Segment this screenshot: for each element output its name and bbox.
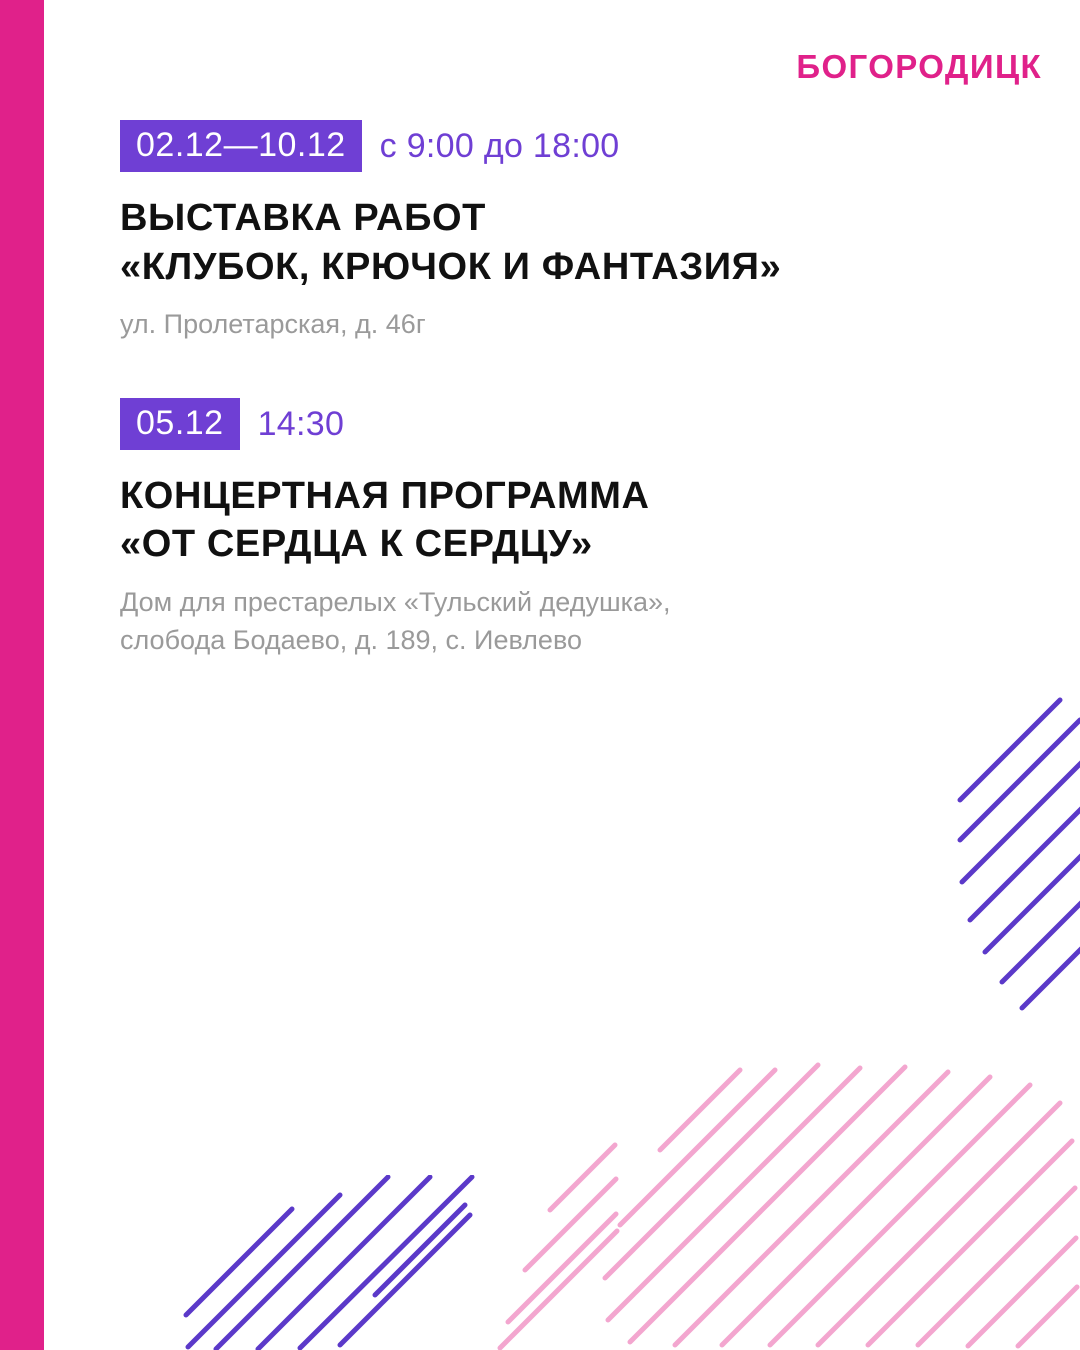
- event-date-badge: 02.12—10.12: [120, 120, 362, 172]
- event-place-line-1: Дом для престарелых «Тульский дедушка»,: [120, 586, 671, 617]
- event-time: 14:30: [257, 404, 345, 443]
- diagonal-hatch-pink-center: [430, 1090, 620, 1350]
- event-title: [120, 472, 1000, 569]
- event-title-line-1: КОНЦЕРТНАЯ ПРОГРАММА: [120, 474, 650, 517]
- event-place: [120, 305, 1000, 343]
- event-schedule: [120, 398, 1000, 450]
- event-time: с 9:00 до 18:00: [379, 127, 620, 165]
- diagonal-hatch-pink-bottom-right: [560, 1020, 1080, 1350]
- event-title-line-1: ВЫСТАВКА РАБОТ: [120, 197, 486, 239]
- left-accent-band: [0, 0, 44, 1350]
- event-title-line-2: «КЛУБОК, КРЮЧОК И ФАНТАЗИЯ»: [120, 245, 782, 288]
- event-title-line-2: «ОТ СЕРДЦА К СЕРДЦУ»: [120, 523, 593, 566]
- diagonal-hatch-purple-right: [930, 690, 1080, 1020]
- event-place-line-2: слобода Бодаево, д. 189, с. Иевлево: [120, 625, 583, 656]
- event-place: [120, 583, 1000, 660]
- event-place-line-1: ул. Пролетарская, д. 46г: [120, 309, 426, 340]
- event-item: [120, 120, 1000, 344]
- city-label: БОГОРОДИЦК: [796, 48, 1042, 85]
- events-list: [120, 120, 1000, 713]
- event-title: [120, 194, 1000, 291]
- event-schedule: [120, 120, 1000, 172]
- event-item: [120, 398, 1000, 660]
- event-date-badge: 05.12: [120, 398, 240, 450]
